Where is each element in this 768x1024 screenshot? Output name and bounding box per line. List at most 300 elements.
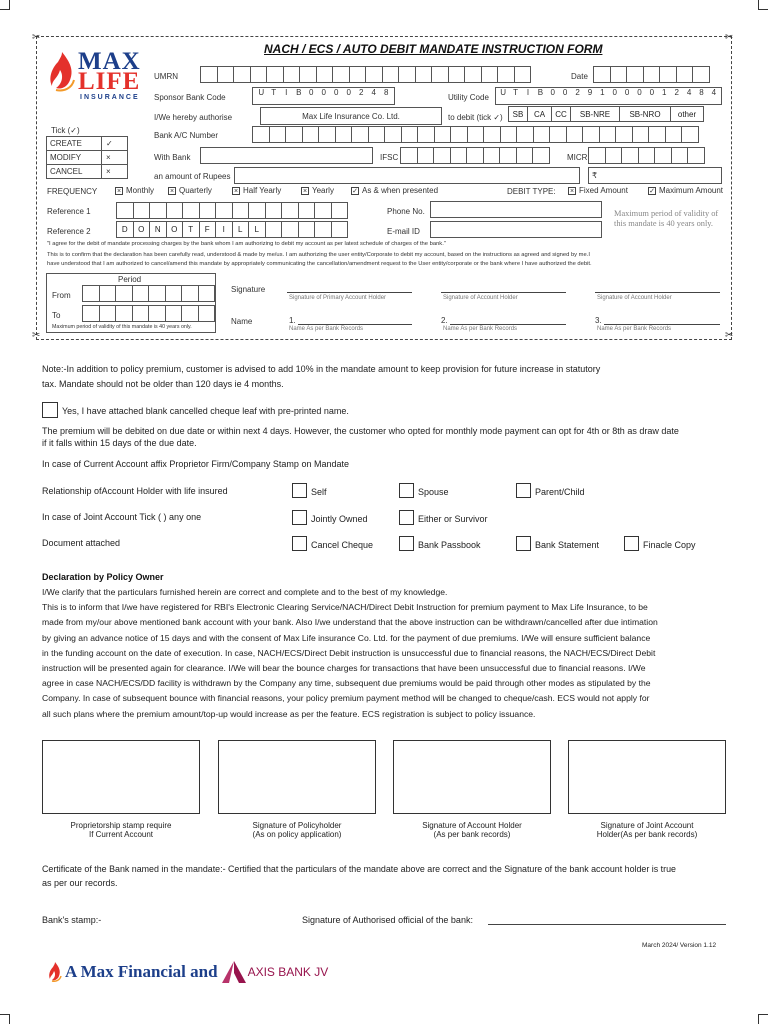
tick-mark[interactable]: × <box>106 167 111 176</box>
input-cell[interactable] <box>615 126 633 143</box>
tick-row-modify[interactable] <box>46 150 128 165</box>
input-cell[interactable] <box>198 305 216 322</box>
input-cell[interactable] <box>417 147 435 164</box>
input-cell[interactable] <box>401 126 419 143</box>
input-cell[interactable] <box>82 285 100 302</box>
frequency-option-label: Quarterly <box>179 186 212 195</box>
passbook-checkbox[interactable] <box>399 536 414 551</box>
input-cell[interactable] <box>610 66 628 83</box>
reference2-cell: O <box>133 221 151 238</box>
utility-label: Utility Code <box>448 93 489 102</box>
reference2-cell <box>281 221 299 238</box>
reference2-cell <box>314 221 332 238</box>
cancel-cheque-label: Cancel Cheque <box>311 540 374 550</box>
input-cell[interactable] <box>382 66 400 83</box>
debit-type-option[interactable]: SB <box>508 106 528 122</box>
input-cell[interactable] <box>233 66 251 83</box>
agree-line3: have understood that I am authorized to cancel/amend this mandate by appropriately communicating the cancellation/amendment request to the User entity/corporate or the bank where I have authorized the debit. <box>47 261 592 267</box>
input-cell[interactable] <box>665 126 683 143</box>
amount-figure-input[interactable] <box>588 167 722 184</box>
reference2-cell <box>265 221 283 238</box>
debit-type-row[interactable] <box>508 106 703 122</box>
current-account-note: In case of Current Account affix Proprietor Firm/Company Stamp on Mandate <box>42 459 349 469</box>
utility-code-char: 4 <box>686 88 692 97</box>
cheque-label: Yes, I have attached blank cancelled cheque leaf with pre-printed name. <box>62 406 349 416</box>
declaration-line: I/We clarify that the particulars furnished herein are correct and complete and to the best of my knowledge. <box>42 587 448 597</box>
box4-caption-l1: Signature of Joint Account <box>600 821 694 830</box>
input-cell[interactable] <box>181 305 199 322</box>
input-cell[interactable] <box>332 66 350 83</box>
input-cell[interactable] <box>181 285 199 302</box>
finacle-checkbox[interactable] <box>624 536 639 551</box>
relationship-spouse[interactable] <box>399 482 449 500</box>
input-cell[interactable] <box>450 147 468 164</box>
debit-type-option[interactable]: other <box>670 106 704 122</box>
input-cell[interactable] <box>248 202 266 219</box>
footer-logo <box>48 960 328 984</box>
tick-mark[interactable]: × <box>106 153 111 162</box>
reference2-cell: T <box>182 221 200 238</box>
input-cell[interactable] <box>499 147 517 164</box>
input-cell[interactable] <box>302 126 320 143</box>
input-cell[interactable] <box>648 126 666 143</box>
statement-label: Bank Statement <box>535 540 600 550</box>
rupee-icon: ₹ <box>592 171 598 180</box>
premium-line1: The premium will be debited on due date or within next 4 days. However, the customer who opted for monthly mode payment can opt for 4th or 8th as draw date <box>42 426 679 436</box>
logo-max: MAX <box>78 48 141 75</box>
name1-caption: Name As per Bank Records <box>289 326 364 332</box>
spouse-label: Spouse <box>418 487 449 497</box>
input-cell[interactable] <box>450 126 468 143</box>
frequency-label: FREQUENCY <box>47 187 98 196</box>
crop-mark <box>758 1014 768 1024</box>
input-cell[interactable] <box>659 66 677 83</box>
umrn-input[interactable] <box>200 66 530 83</box>
form-title: NACH / ECS / AUTO DEBIT MANDATE INSTRUCTION FORM <box>264 42 603 56</box>
input-cell[interactable] <box>299 66 317 83</box>
tick-row-cancel[interactable] <box>46 164 128 179</box>
phone-input[interactable] <box>430 201 602 218</box>
input-cell[interactable] <box>365 66 383 83</box>
account-number-input[interactable] <box>252 126 698 143</box>
utility-code <box>497 88 720 97</box>
tick-option-label: CREATE <box>47 137 102 150</box>
input-cell[interactable] <box>215 202 233 219</box>
input-cell[interactable] <box>466 147 484 164</box>
account-holder-signature-box[interactable] <box>393 740 551 814</box>
company-box <box>260 107 442 125</box>
input-cell[interactable] <box>681 126 699 143</box>
statement-checkbox[interactable] <box>516 536 531 551</box>
input-cell[interactable] <box>532 147 550 164</box>
finacle-label: Finacle Copy <box>643 540 696 550</box>
input-cell[interactable] <box>165 305 183 322</box>
frequency-checkbox[interactable]: × <box>116 187 122 195</box>
utility-code-char: 8 <box>699 88 704 97</box>
amount-words-input[interactable] <box>234 167 580 184</box>
documents-label: Document attached <box>42 538 121 548</box>
phone-label: Phone No. <box>387 207 425 216</box>
doc-statement[interactable] <box>516 535 599 553</box>
box2-caption-l1: Signature of Policyholder <box>252 821 342 830</box>
input-cell[interactable] <box>514 66 532 83</box>
self-label: Self <box>311 487 327 497</box>
second-signature-caption: Signature of Account Holder <box>443 295 518 301</box>
debit-type-label: DEBIT TYPE: <box>507 187 556 196</box>
input-cell[interactable] <box>281 202 299 219</box>
frequency-option-label: Half Yearly <box>243 186 282 195</box>
authorised-signature-line[interactable] <box>488 924 726 925</box>
input-cell[interactable] <box>549 126 567 143</box>
input-cell[interactable] <box>166 202 184 219</box>
input-cell[interactable] <box>588 147 606 164</box>
input-cell[interactable] <box>434 126 452 143</box>
from-label: From <box>52 291 71 300</box>
declaration-line: This is to inform that I/we have registered for RBI's Electronic Clearing Service/NACH/Direct Debit Instruction for premium payment to Max Life Insurance, to be <box>42 602 648 613</box>
ifsc-input[interactable] <box>400 147 549 164</box>
reference1-input[interactable] <box>116 202 347 219</box>
declaration-line: in the funding account on the date of execution. In case, NACH/ECS/Direct Debit instruction is unsuccessful due to financial reasons, the NACH/ECS/Direct Debit <box>42 647 656 658</box>
input-cell[interactable] <box>99 305 117 322</box>
sponsor-code-char: T <box>271 88 277 97</box>
sponsor-code <box>255 88 393 97</box>
flame-icon <box>48 50 76 94</box>
utility-code-char: 0 <box>612 88 617 97</box>
debit-type-checkbox[interactable]: × <box>569 187 575 195</box>
input-cell[interactable] <box>335 126 353 143</box>
reference1-label: Reference 1 <box>47 207 91 216</box>
box1-caption-l1: Proprietorship stamp require <box>70 821 172 830</box>
crop-mark <box>0 0 10 10</box>
box3-caption-l1: Signature of Account Holder <box>422 821 522 830</box>
input-cell[interactable] <box>643 66 661 83</box>
debit-type-option[interactable]: SB-NRO <box>619 106 671 122</box>
sponsor-code-char: I <box>285 88 288 97</box>
reference2-cell: D <box>116 221 134 238</box>
input-cell[interactable] <box>605 147 623 164</box>
input-cell[interactable] <box>417 126 435 143</box>
umrn-label: UMRN <box>154 72 178 81</box>
frequency-checkbox[interactable]: × <box>169 187 175 195</box>
input-cell[interactable] <box>133 202 151 219</box>
joint-owned[interactable] <box>292 509 368 527</box>
declaration-line: instruction will be presented again for clearance. I/We will bear the bounce charges for transactions that have been unsuccessful due to financial reasons. I/We <box>42 663 646 674</box>
input-cell[interactable] <box>115 305 133 322</box>
certificate-line2: as per our records. <box>42 878 118 888</box>
from-date-input[interactable] <box>82 285 214 302</box>
spouse-checkbox[interactable] <box>399 483 414 498</box>
input-cell[interactable] <box>115 285 133 302</box>
input-cell[interactable] <box>250 66 268 83</box>
input-cell[interactable] <box>368 126 386 143</box>
utility-code-char: 1 <box>600 88 605 97</box>
tick-mark[interactable]: ✓ <box>106 139 113 148</box>
utility-code-char: 0 <box>649 88 655 97</box>
period-label: Period <box>118 275 142 284</box>
declaration-line: agree in case NACH/ECS/DD facility is withdrawn by the Company any time, subsequent due premiums would be paid through other modes as stipulated by the <box>42 678 651 689</box>
axis-bank-icon <box>222 961 246 983</box>
input-cell[interactable] <box>415 66 433 83</box>
input-cell[interactable] <box>516 147 534 164</box>
sponsor-code-char: 0 <box>321 88 326 97</box>
input-cell[interactable] <box>448 66 466 83</box>
signature-label: Signature <box>231 285 266 294</box>
email-label: E-mail ID <box>387 227 420 236</box>
name3-caption: Name As per Bank Records <box>597 326 672 332</box>
declaration-line: made from my/our above mentioned bank account with your bank. Also I/we understand that the above instruction can be withdrawn/cancelled after due intimation <box>42 617 658 628</box>
input-cell[interactable] <box>483 147 501 164</box>
doc-cancel-cheque[interactable] <box>292 535 373 553</box>
input-cell[interactable] <box>266 66 284 83</box>
input-cell[interactable] <box>351 126 369 143</box>
input-cell[interactable] <box>464 66 482 83</box>
input-cell[interactable] <box>116 202 134 219</box>
input-cell[interactable] <box>165 285 183 302</box>
premium-line2: if it falls within 15 days of the due date. <box>42 438 197 448</box>
box2-caption <box>212 821 382 839</box>
input-cell[interactable] <box>676 66 694 83</box>
account-label: Bank A/C Number <box>154 131 219 140</box>
debit-type-choice-label: Fixed Amount <box>579 186 628 195</box>
ifsc-label: IFSC <box>380 153 399 162</box>
input-cell[interactable] <box>483 126 501 143</box>
input-cell[interactable] <box>269 126 287 143</box>
reference2-cell <box>298 221 316 238</box>
bank-name-input[interactable] <box>200 147 373 164</box>
input-cell[interactable] <box>99 285 117 302</box>
debit-type-choice[interactable] <box>568 186 628 195</box>
proprietorship-stamp-box[interactable] <box>42 740 200 814</box>
input-cell[interactable] <box>626 66 644 83</box>
input-cell[interactable] <box>82 305 100 322</box>
jointly-owned-label: Jointly Owned <box>311 514 368 524</box>
cheque-checkbox[interactable] <box>42 402 58 418</box>
input-cell[interactable] <box>198 285 216 302</box>
reference2-cell: I <box>215 221 233 238</box>
tick-table[interactable] <box>46 137 128 179</box>
input-cell[interactable] <box>500 126 518 143</box>
name1-number: 1. <box>289 316 296 325</box>
input-cell[interactable] <box>132 305 150 322</box>
name3-line[interactable] <box>604 324 720 325</box>
declaration-line: Company. In case of subsequent bounce with financial reasons, your policy premium payment method will be changed to cheque/cash. ECS would not apply for <box>42 693 650 704</box>
to-date-input[interactable] <box>82 305 214 322</box>
input-cell[interactable] <box>132 285 150 302</box>
to-label: To <box>52 311 61 320</box>
input-cell[interactable] <box>431 66 449 83</box>
utility-code-char: 0 <box>550 88 555 97</box>
cancel-cheque-checkbox[interactable] <box>292 536 307 551</box>
version-label: March 2024/ Version 1.12 <box>642 942 717 949</box>
parent-checkbox[interactable] <box>516 483 531 498</box>
relationship-parent[interactable] <box>516 482 585 500</box>
input-cell[interactable] <box>200 66 218 83</box>
box3-caption <box>387 821 557 839</box>
tick-option-label: MODIFY <box>47 151 102 164</box>
company-name: Max Life Insurance Co. Ltd. <box>302 111 400 121</box>
joint-label: In case of Joint Account Tick ( ) any one <box>42 512 202 522</box>
reference2-label: Reference 2 <box>47 227 91 236</box>
agree-line1: "I agree for the debit of mandate processing charges by the bank whom I am authorizing to debit my account as per latest schedule of charges of the bank." <box>47 241 446 247</box>
second-signature-line[interactable] <box>441 292 566 293</box>
input-cell[interactable] <box>692 66 710 83</box>
joint-holder-signature-box[interactable] <box>568 740 726 814</box>
name3-number: 3. <box>595 316 602 325</box>
box4-caption <box>562 821 732 839</box>
with-bank-label: With Bank <box>154 153 191 162</box>
input-cell[interactable] <box>582 126 600 143</box>
utility-code-char: 0 <box>624 88 630 97</box>
crop-mark <box>0 1014 10 1024</box>
debit-type-option[interactable]: CA <box>527 106 552 122</box>
input-cell[interactable] <box>182 202 200 219</box>
axis-bank-text: AXIS BANK JV <box>247 965 329 979</box>
frequency-option[interactable] <box>168 186 212 195</box>
sponsor-code-char: 0 <box>334 88 339 97</box>
input-cell[interactable] <box>349 66 367 83</box>
input-cell[interactable] <box>654 147 672 164</box>
input-cell[interactable] <box>497 66 515 83</box>
utility-code-char: I <box>526 88 530 97</box>
reference2-cell: O <box>166 221 184 238</box>
input-cell[interactable] <box>298 202 316 219</box>
input-cell[interactable] <box>285 126 303 143</box>
debit-type-option[interactable]: CC <box>551 106 571 122</box>
frequency-option[interactable] <box>301 186 334 195</box>
declaration-body <box>42 585 732 722</box>
input-cell[interactable] <box>400 147 418 164</box>
debit-type-choice-label: Maximum Amount <box>659 186 724 195</box>
utility-code-char: 1 <box>662 88 667 97</box>
date-label: Date <box>571 72 588 81</box>
input-cell[interactable] <box>467 126 485 143</box>
debit-type-option[interactable]: SB-NRE <box>570 106 620 122</box>
input-cell[interactable] <box>318 126 336 143</box>
input-cell[interactable] <box>148 285 166 302</box>
passbook-label: Bank Passbook <box>418 540 481 550</box>
tick-row-create[interactable] <box>46 136 128 151</box>
sponsor-code-char: 4 <box>371 88 376 97</box>
input-cell[interactable] <box>687 147 705 164</box>
primary-signature-line[interactable] <box>287 292 412 293</box>
note-line2: tax. Mandate should not be older than 120 days ie 4 months. <box>42 379 284 389</box>
sponsor-code-char: 8 <box>384 88 389 97</box>
input-cell[interactable] <box>384 126 402 143</box>
flame-small-icon <box>48 960 62 984</box>
debit-type-choice[interactable] <box>648 186 723 195</box>
frequency-checkbox[interactable]: ✓ <box>352 187 358 195</box>
bank-stamp-label: Bank's stamp:- <box>42 915 102 925</box>
reference2-cell <box>331 221 349 238</box>
jointly-owned-checkbox[interactable] <box>292 510 307 525</box>
name1-line[interactable] <box>298 324 412 325</box>
sponsor-label: Sponsor Bank Code <box>154 93 226 102</box>
input-cell[interactable] <box>398 66 416 83</box>
joint-survivor[interactable] <box>399 509 488 527</box>
debit-type-checkbox[interactable]: ✓ <box>649 187 655 195</box>
authorise-label: I/We hereby authorise <box>154 113 233 122</box>
input-cell[interactable] <box>433 147 451 164</box>
frequency-option-label: As & when presented <box>362 186 439 195</box>
frequency-option[interactable] <box>232 186 281 195</box>
date-input[interactable] <box>593 66 709 83</box>
input-cell[interactable] <box>566 126 584 143</box>
declaration-line: by giving an advance notice of 15 days and with the consent of Max Life insurance Co. Ltd. for the payment of due premiums. I/We will ensure sufficient balance <box>42 632 651 643</box>
relationship-self[interactable] <box>292 482 327 500</box>
scissor-icon: ✂ <box>725 32 734 43</box>
utility-code-char: T <box>513 88 519 97</box>
input-cell[interactable] <box>314 202 332 219</box>
name2-number: 2. <box>441 316 448 325</box>
input-cell[interactable] <box>199 202 217 219</box>
third-signature-caption: Signature of Account Holder <box>597 295 672 301</box>
reference2-cell: N <box>149 221 167 238</box>
doc-finacle[interactable] <box>624 535 696 553</box>
scissor-icon: ✂ <box>725 330 734 341</box>
reference2-cell: L <box>232 221 250 238</box>
footer-text: A Max Financial and <box>65 962 218 981</box>
input-cell[interactable] <box>533 126 551 143</box>
logo-insurance: INSURANCE <box>80 94 140 101</box>
period-note: Maximum period of validity of this mandate is 40 years only. <box>52 324 192 330</box>
input-cell[interactable] <box>593 66 611 83</box>
sponsor-code-char: B <box>296 88 302 97</box>
policyholder-signature-box[interactable] <box>218 740 376 814</box>
input-cell[interactable] <box>599 126 617 143</box>
input-cell[interactable] <box>621 147 639 164</box>
tick-option-label: CANCEL <box>47 165 102 178</box>
input-cell[interactable] <box>516 126 534 143</box>
box1-caption-l2: If Current Account <box>88 830 154 839</box>
frequency-option[interactable] <box>351 186 438 195</box>
box3-caption-l2: (As per bank records) <box>433 830 511 839</box>
relationship-label: Relationship ofAccount Holder with life insured <box>42 486 228 496</box>
micr-input[interactable] <box>588 147 704 164</box>
survivor-checkbox[interactable] <box>399 510 414 525</box>
input-cell[interactable] <box>638 147 656 164</box>
frequency-option-label: Yearly <box>312 186 334 195</box>
sponsor-code-char: 2 <box>359 88 364 97</box>
third-signature-line[interactable] <box>595 292 720 293</box>
frequency-checkbox[interactable]: × <box>302 187 308 195</box>
frequency-option-label: Monthly <box>126 186 155 195</box>
utility-code-char: 4 <box>711 88 717 97</box>
micr-label: MICR <box>567 153 588 162</box>
input-cell[interactable] <box>217 66 235 83</box>
input-cell[interactable] <box>331 202 349 219</box>
input-cell[interactable] <box>252 126 270 143</box>
input-cell[interactable] <box>316 66 334 83</box>
reference2-cell: L <box>248 221 266 238</box>
input-cell[interactable] <box>149 202 167 219</box>
input-cell[interactable] <box>265 202 283 219</box>
name-label: Name <box>231 317 253 326</box>
doc-passbook[interactable] <box>399 535 481 553</box>
name2-line[interactable] <box>450 324 566 325</box>
self-checkbox[interactable] <box>292 483 307 498</box>
input-cell[interactable] <box>671 147 689 164</box>
frequency-checkbox[interactable]: × <box>233 187 239 195</box>
email-input[interactable] <box>430 221 602 238</box>
input-cell[interactable] <box>148 305 166 322</box>
frequency-option[interactable] <box>115 186 154 195</box>
utility-code-char: 0 <box>562 88 568 97</box>
input-cell[interactable] <box>632 126 650 143</box>
input-cell[interactable] <box>283 66 301 83</box>
input-cell[interactable] <box>232 202 250 219</box>
utility-code-char: 2 <box>674 88 679 97</box>
input-cell[interactable] <box>481 66 499 83</box>
